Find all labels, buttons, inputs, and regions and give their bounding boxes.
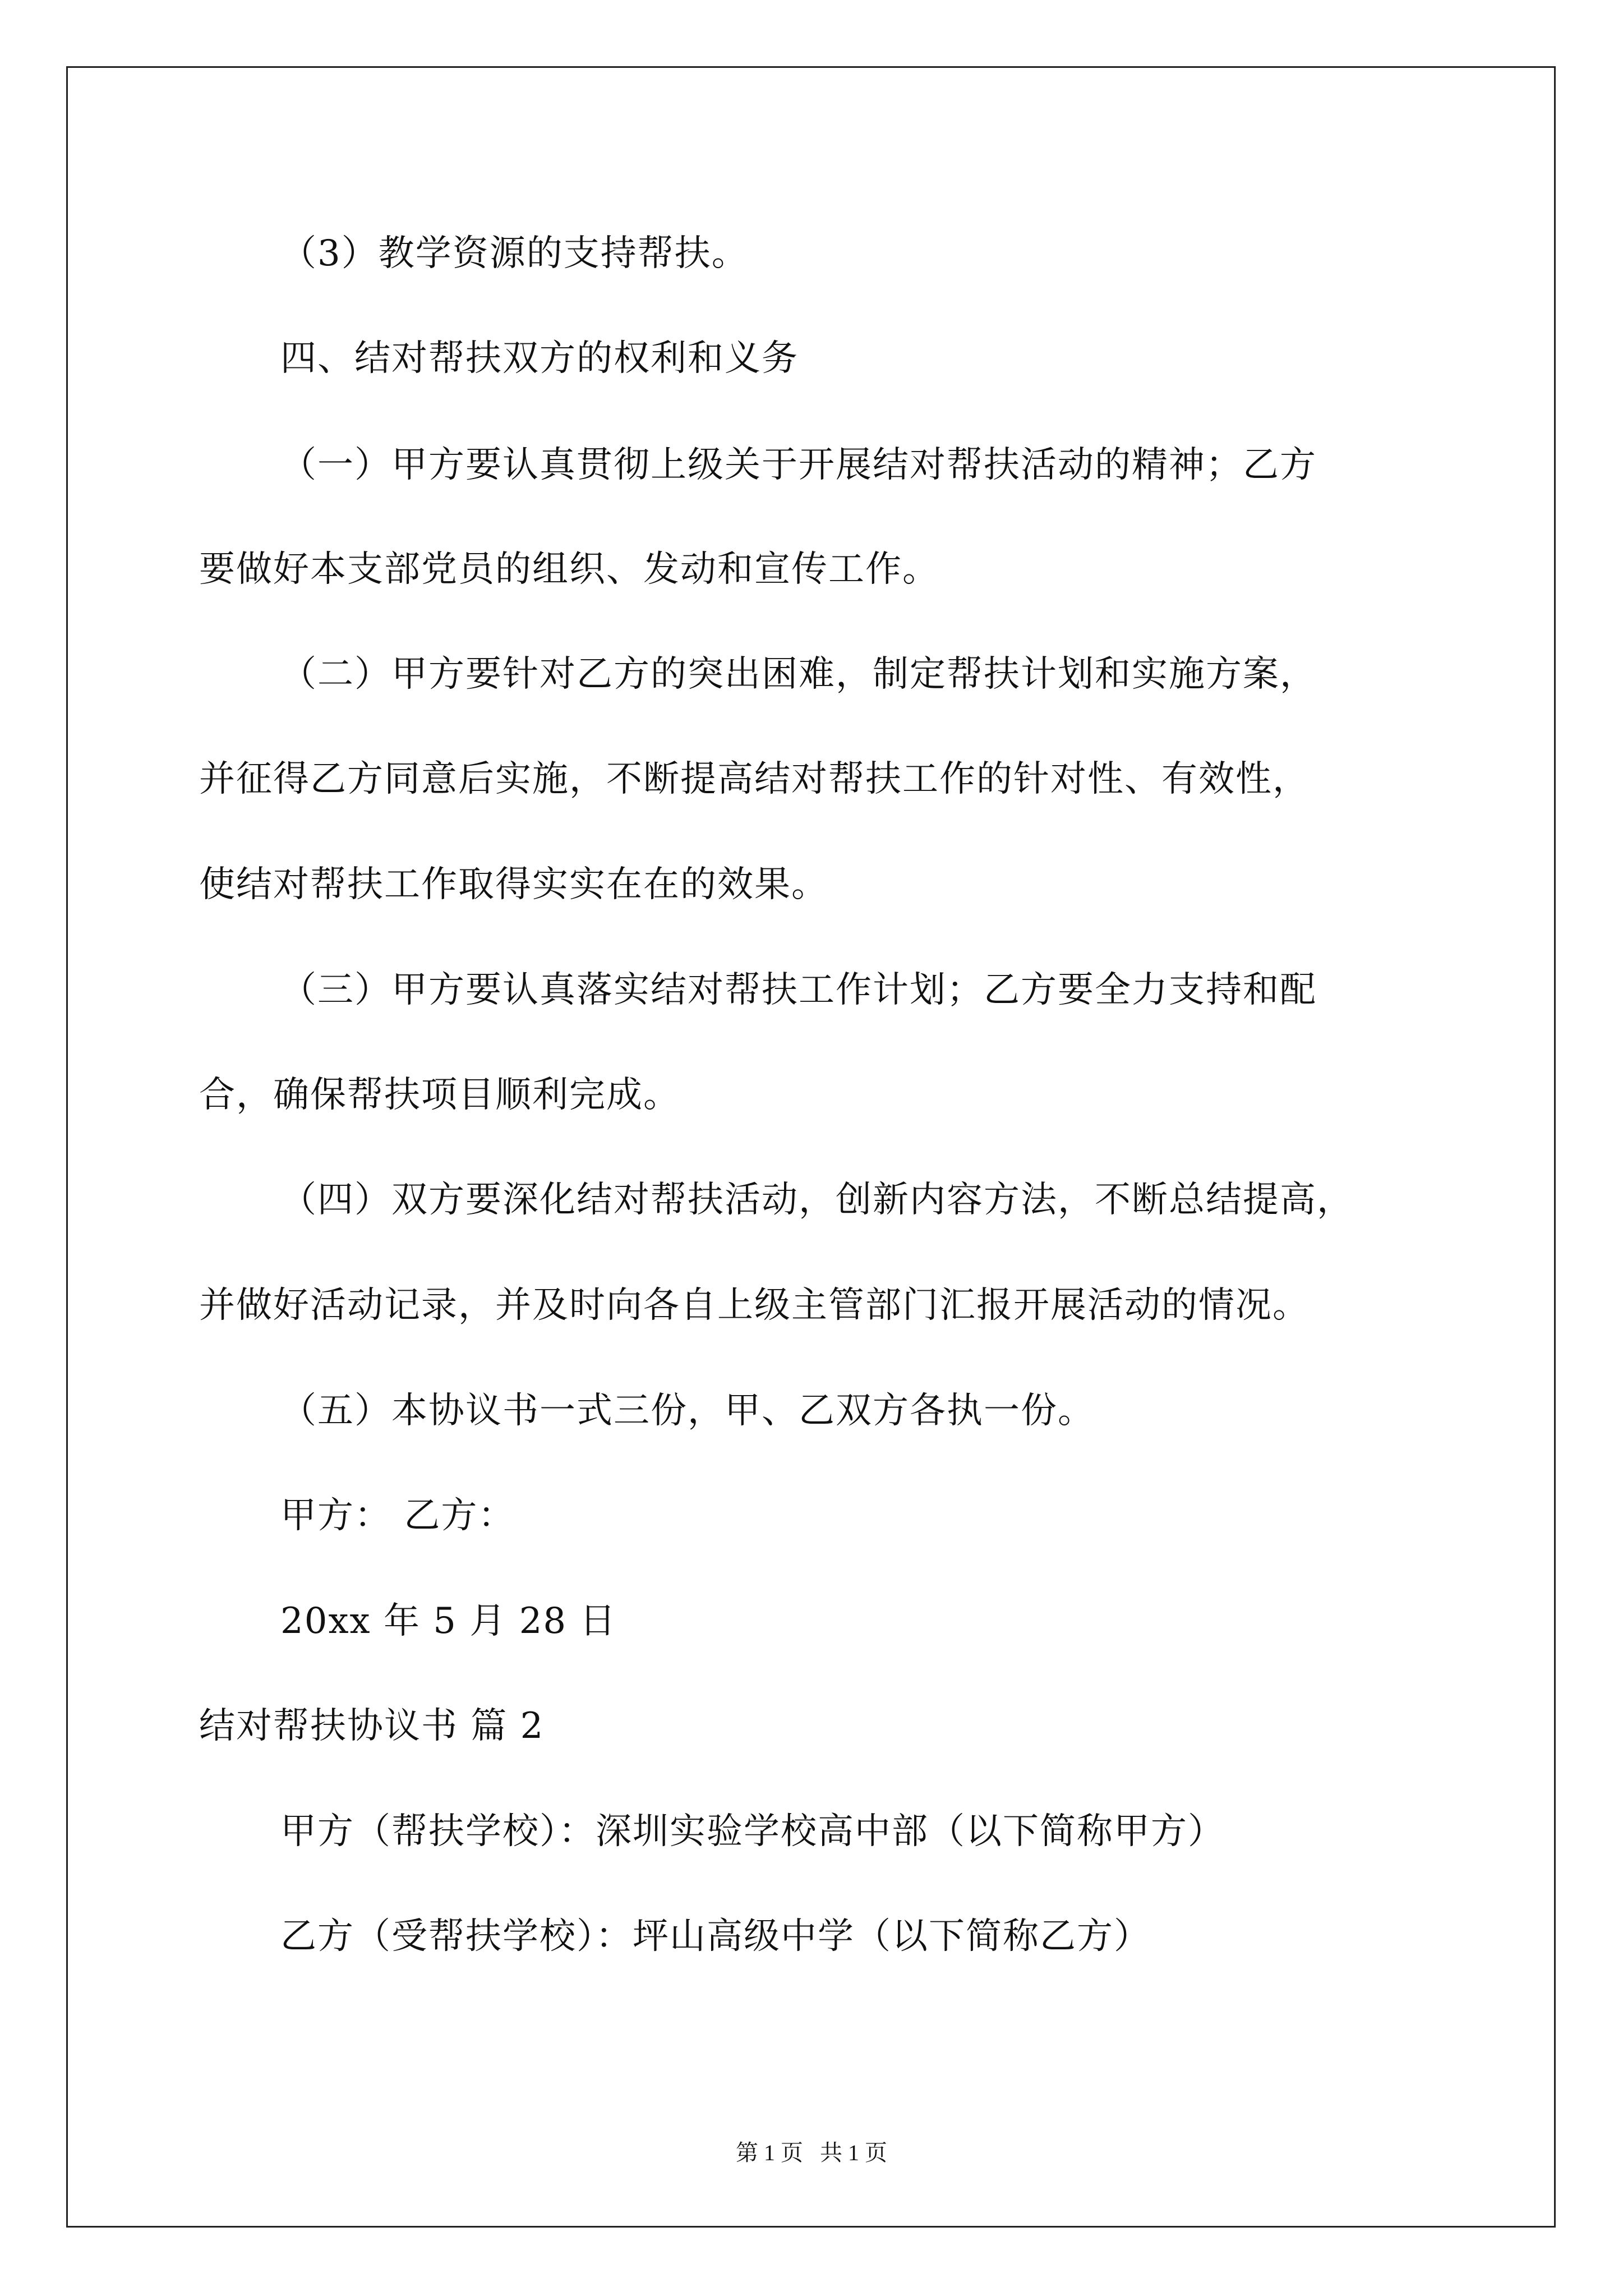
paragraph-line: 合，确保帮扶项目顺利完成。 (199, 1074, 680, 1116)
document-title: 结对帮扶协议书 篇 2 (199, 1705, 545, 1747)
paragraph-line: 使结对帮扶工作取得实实在在的效果。 (199, 864, 828, 905)
paragraph-line: （3）教学资源的支持帮扶。 (280, 233, 749, 274)
paragraph-line: 要做好本支部党员的组织、发动和宣传工作。 (199, 549, 939, 590)
page-border (66, 66, 1556, 2228)
party-a-line: 甲方（帮扶学校）：深圳实验学校高中部（以下简称甲方） (280, 1811, 1225, 1852)
section-heading: 四、结对帮扶双方的权利和义务 (280, 338, 799, 379)
paragraph-line: （二）甲方要针对乙方的突出困难，制定帮扶计划和实施方案， (280, 654, 1317, 695)
page-number-footer: 第 1 页 共 1 页 (736, 2140, 887, 2165)
paragraph-line: （三）甲方要认真落实结对帮扶工作计划；乙方要全力支持和配 (280, 969, 1317, 1011)
paragraph-line: （五）本协议书一式三份，甲、乙双方各执一份。 (280, 1390, 1095, 1432)
paragraph-line: 并征得乙方同意后实施，不断提高结对帮扶工作的针对性、有效性， (199, 758, 1310, 800)
paragraph-line: （一）甲方要认真贯彻上级关于开展结对帮扶活动的精神；乙方 (280, 444, 1317, 486)
date-line: 20xx 年 5 月 28 日 (280, 1600, 617, 1642)
paragraph-line: （四）双方要深化结对帮扶活动，创新内容方法，不断总结提高， (280, 1179, 1354, 1221)
paragraph-line: 并做好活动记录，并及时向各自上级主管部门汇报开展活动的情况。 (199, 1285, 1310, 1326)
signature-line: 甲方： 乙方： (280, 1495, 515, 1536)
party-b-line: 乙方（受帮扶学校）：坪山高级中学（以下简称乙方） (280, 1916, 1151, 1957)
